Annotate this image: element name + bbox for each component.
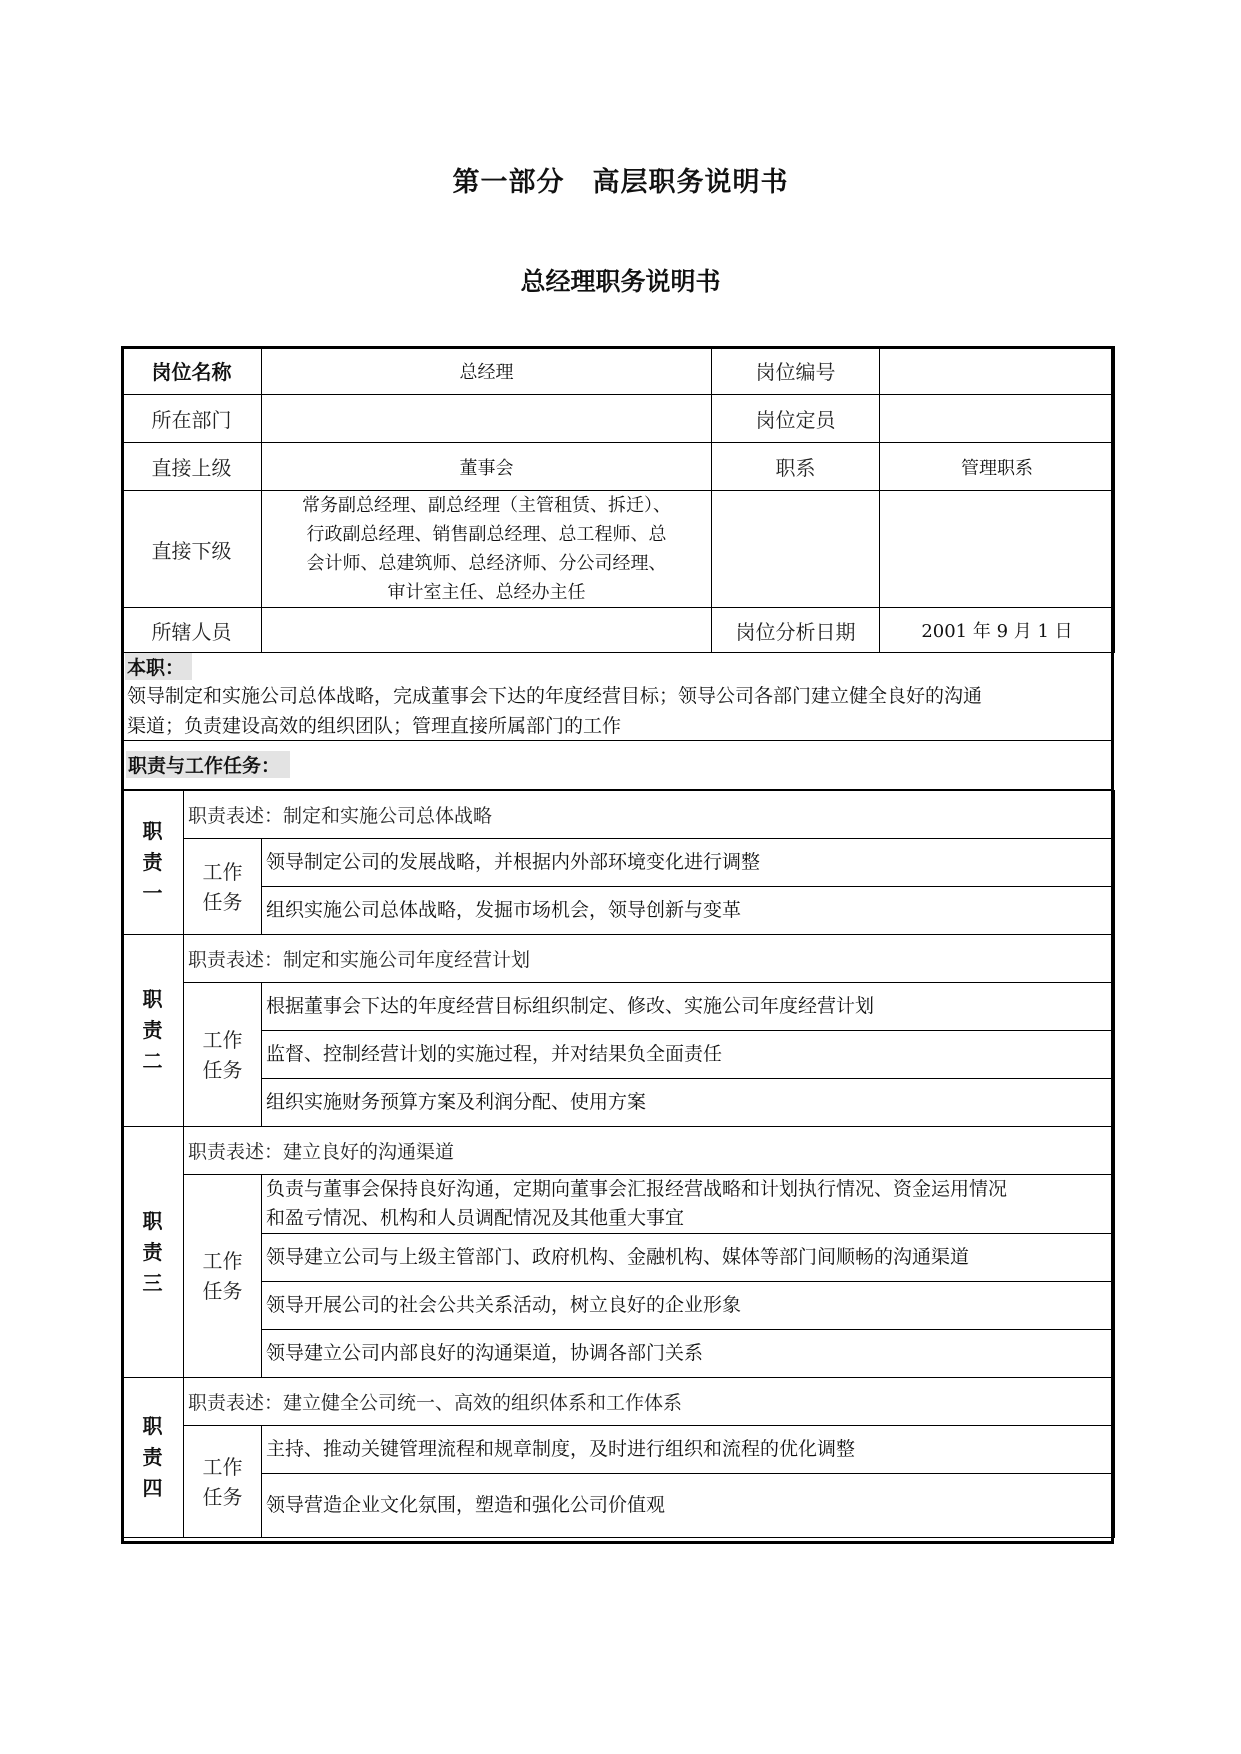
subordinates-line: 会计师、总建筑师、总经济师、分公司经理、 xyxy=(306,553,667,574)
duty-task: 组织实施公司总体战略，发掘市场机会，领导创新与变革 xyxy=(262,887,1115,935)
subordinates-line: 审计室主任、总经办主任 xyxy=(387,582,586,603)
job-summary-label: 本职： xyxy=(125,653,192,680)
duty-title-char: 职 xyxy=(142,1208,163,1233)
position-name-value: 总经理 xyxy=(262,347,712,395)
series-label: 职系 xyxy=(712,443,880,491)
position-code-label: 岗位编号 xyxy=(712,347,880,395)
superior-label: 直接上级 xyxy=(122,443,262,491)
duty-title-char: 一 xyxy=(142,881,163,905)
duties-section-label: 职责与工作任务： xyxy=(126,751,290,778)
duty-task: 组织实施财务预算方案及利润分配、使用方案 xyxy=(262,1079,1115,1127)
duty-task: 根据董事会下达的年度经营目标组织制定、修改、实施公司年度经营计划 xyxy=(262,983,1115,1031)
analysis-date-label: 岗位分析日期 xyxy=(712,608,880,653)
job-summary-line: 领导制定和实施公司总体战略，完成董事会下达的年度经营目标；领导公司各部门建立健全良好的沟通 xyxy=(127,685,983,707)
duty-task: 领导制定公司的发展战略，并根据内外部环境变化进行调整 xyxy=(262,839,1115,887)
duty-title-char: 责 xyxy=(142,1239,163,1264)
duty-description: 职责表述：建立良好的沟通渠道 xyxy=(184,1127,1115,1175)
headcount-label: 岗位定员 xyxy=(712,395,880,443)
duty-task: 监督、控制经营计划的实施过程，并对结果负全面责任 xyxy=(262,1031,1115,1079)
duty-task: 负责与董事会保持良好沟通，定期向董事会汇报经营战略和计划执行情况、资金运用情况 和盈亏情况、机构和人员调配情况及其他重大事宜 xyxy=(262,1175,1115,1234)
duty-title-char: 二 xyxy=(142,1049,163,1073)
duty-description: 职责表述：制定和实施公司年度经营计划 xyxy=(184,935,1115,983)
duty-task: 领导营造企业文化氛围，塑造和强化公司价值观 xyxy=(262,1474,1115,1538)
duty-title-char: 职 xyxy=(142,819,163,843)
duty-title-char: 职 xyxy=(142,987,163,1011)
work-task-label-line: 任务 xyxy=(202,889,243,914)
work-task-label-line: 工作 xyxy=(202,1249,243,1273)
duty-task: 领导建立公司与上级主管部门、政府机构、金融机构、媒体等部门间顺畅的沟通渠道 xyxy=(262,1234,1115,1282)
job-summary-line: 渠道；负责建设高效的组织团队；管理直接所属部门的工作 xyxy=(127,715,622,737)
subordinates-line: 行政副总经理、销售副总经理、总工程师、总 xyxy=(306,524,667,545)
duty-task: 主持、推动关键管理流程和规章制度，及时进行组织和流程的优化调整 xyxy=(262,1426,1115,1474)
duty-description: 职责表述：制定和实施公司总体战略 xyxy=(184,791,1115,839)
duty-title-char: 职 xyxy=(142,1414,163,1438)
duty-title-char: 责 xyxy=(142,1018,163,1042)
duty-title-char: 三 xyxy=(142,1270,163,1295)
work-task-label-line: 任务 xyxy=(202,1279,243,1303)
analysis-date-value: 2001 年 9 月 1 日 xyxy=(880,608,1115,653)
duty-title-char: 责 xyxy=(142,850,163,874)
duty-description: 职责表述：建立健全公司统一、高效的组织体系和工作体系 xyxy=(184,1378,1115,1426)
duty-task: 领导开展公司的社会公共关系活动，树立良好的企业形象 xyxy=(262,1282,1115,1330)
duty-title-char: 四 xyxy=(142,1476,163,1500)
work-task-label-line: 工作 xyxy=(202,859,243,884)
work-task-label-line: 任务 xyxy=(202,1484,243,1509)
page-title: 第一部分 高层职务说明书 xyxy=(452,167,789,198)
work-task-label-line: 工作 xyxy=(202,1454,243,1479)
document-title: 总经理职务说明书 xyxy=(520,267,721,296)
duty-task: 领导建立公司内部良好的沟通渠道，协调各部门关系 xyxy=(262,1330,1115,1378)
series-value: 管理职系 xyxy=(880,443,1115,491)
position-name-label: 岗位名称 xyxy=(122,347,262,395)
superior-value: 董事会 xyxy=(262,443,712,491)
subordinates-line: 常务副总经理、副总经理（主管租赁、拆迁）、 xyxy=(302,495,671,516)
subordinates-label: 直接下级 xyxy=(122,491,262,608)
work-task-label-line: 任务 xyxy=(202,1057,243,1082)
duty-title-char: 责 xyxy=(142,1445,163,1469)
table-outer-border xyxy=(121,346,1114,1544)
staff-label: 所辖人员 xyxy=(122,608,262,653)
work-task-label-line: 工作 xyxy=(202,1027,243,1052)
department-label: 所在部门 xyxy=(122,395,262,443)
